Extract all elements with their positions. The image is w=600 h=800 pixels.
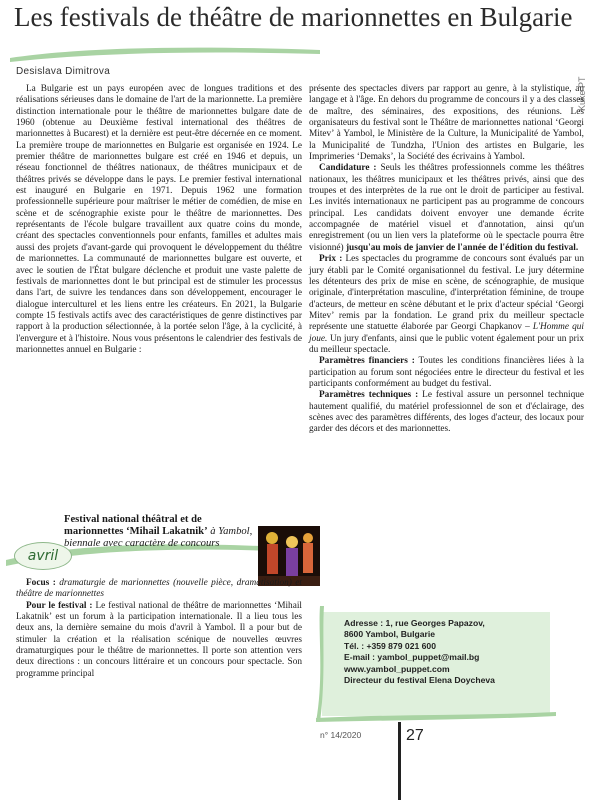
prix-text-1: Les spectacles du programme de concours sont évalués par un jury établi par le Comité organisationnel du festival. Le jury détermine les détenteurs des prix de mise en scène, de scénographie, de musique originale, d'interprétation masculine, d'interprétation féminine, de troupe d'acteurs, de metteur en scène débutant et le prix d'acteur spécial ‘Georgi Mitev’ remis par la fondation. Le grand prix du meilleur spectacle représente une statuette élaborée par Georgi Chapkanov – [309,254,584,333]
address-phone: Tél. : +359 879 021 600 [344,640,436,651]
magazine-logo: Kuke PT [577,76,587,112]
title-wave-decoration [10,42,320,66]
techniques-label: Paramètres techniques : [319,390,419,401]
right-column [309,84,584,436]
financiers-label: Paramètres financiers : [319,356,415,367]
issue-number: n° 14/2020 [320,730,362,740]
financiers-paragraph [309,356,584,390]
continuation-paragraph: présente des spectacles divers par rapport au genre, à la stylistique, au langage et à l'âge. En dehors du programme de concours il y a des classes de maître, des séminaires, des expositions, des réunions. Les organisateurs du festival sont le Théâtre de marionnettes national ‘Georgi Mitev’ à Yambol, le Ministère de la Culture, la Municipalité de Yambol, la Municipalité de Tundzha, l'Union des artistes en Bulgarie, les Imprimeries ‘Demaks’, la Société des écrivains à Yambol. [309,84,584,163]
intro-column [16,84,302,356]
festival-subtitle: à Yambol, biennale avec caractère de concours [64,526,253,549]
prix-paragraph [309,254,584,356]
article-title: Les festivals de théâtre de marionnettes en Bulgarie [14,2,573,32]
address-wave-decoration [316,606,556,722]
article-author: Desislava Dimitrova [16,66,111,77]
techniques-paragraph [309,390,584,435]
festival-details-column [16,578,302,680]
candidature-label: Candidature : [319,163,377,174]
focus-paragraph [16,578,302,601]
address-email[interactable]: E-mail : yambol_puppet@mail.bg [344,652,480,663]
festival-heading [64,514,256,550]
prix-label: Prix : [319,254,343,265]
pour-le-festival-text: Le festival national de théâtre de marionnettes ‘Mihail Lakatnik’ est un forum à la participation internationale. Il a lieu tous les deux ans, la dernière semaine du mois d'avril à Yambol. Il a pour but de stimuler la création et la réalisation scénique de nouvelles œuvres dramaturgiques pour le théâtre de marionnettes. Il porte son attention vers deux directions : un concours littéraire et un concours pour spectacle. Son programme principal [16,600,302,679]
festival-name: Festival national théâtral et de marionnettes ‘Mihail Lakatnik’ [64,514,208,537]
intro-paragraph: La Bulgarie est un pays européen avec de longues traditions et des réalisations sérieuses dans le domaine de l'art de la marionnette. La première distinction internationale pour le théâtre de marionnettes bulgare date de 1960 (obtenue au Deuxième festival international des théâtres de marionnettes à Bucarest) et la dernière est peut-être décernée en ce moment. La première troupe de marionnettes en Bulgarie est organisée en 1924. Le premier théâtre de marionnettes bulgare est créé en 1946 et depuis, un réseau fonctionnel de théâtres nationaux, de théâtres municipaux et de théâtres privés se développe dans le pays. Le premier festival international est inauguré en Bulgarie en 1971. Depuis 1962 une formation professionnelle supérieure pour maîtriser le métier de comédien, de mise en scène et de scénographie existe pour le théâtre de marionnettes. Des représentants de l'école bulgare travaillent aux quatre coins du monde, créant des spectacles conventionnels pour enfants, familles et adultes mais aussi des projets d'avant-garde qui provoquent le développement du théâtre de marionnettes. La communauté de marionnettes bulgare est ouverte, et avec le soutien de l'État bulgare déclenche et produit une vaste palette de festivals de marionnettes dont le but principal est de stimuler les processus dans l'art, de suivre les tendances dans son développement, encourager le dialogue interculturel et les liens entre les créateurs. En 2021, la Bulgarie compte 15 festivals actifs avec des caractéristiques de genre distinctives par rapport à la production sélectionnée, à la portée selon l'âge, à la cyclicité, à l'envergure et à l'histoire. Nous vous présentons le calendrier des festivals de marionnettes annuel en Bulgarie : [16,84,302,355]
prix-italic: L'Homme qui joue. [309,322,585,344]
address-director: Directeur du festival Elena Doycheva [344,675,495,686]
festival-photo [258,526,320,586]
address-street: Adresse : 1, rue Georges Papazov, [344,618,485,628]
page-number: 27 [406,727,424,744]
financiers-text: Toutes les conditions financières liées à la participation au forum sont négociées entre le directeur du festival et les participants conformément au budget du festival. [309,356,584,389]
techniques-text: Le festival assure un personnel technique hautement qualifié, du matériel professionnel de son et d'éclairage, des scènes avec des paramètres différents, des loges d'acteur, des locaux pour garder des décors et des marionnettes. [309,390,585,435]
pour-le-festival-label: Pour le festival : [26,600,93,611]
address-website[interactable]: www.yambol_puppet.com [344,663,450,674]
address-city: 8600 Yambol, Bulgarie [344,629,436,640]
focus-text: dramaturgie de marionnettes (nouvelle pièce, dramatisation) et théâtre de marionnettes [16,578,303,600]
pour-le-festival-paragraph [16,601,302,680]
month-badge: avril [14,542,72,570]
candidature-text: Seuls les théâtres professionnels comme les théâtres nationaux, les théâtres municipaux et les théâtres privés, ainsi que des troupes et des interprètes de la rue ont le droit de participer au festival. Les invités internationaux ne participent pas au programme de concours principal. Les candidats doivent envoyer une demande écrite accompagnée de matériel visuel et d'annotation, ainsi qu'un enregistrement (ou un lien vers la plateforme où le spectacle pourra être visionné) [309,163,584,253]
focus-label: Focus : [26,578,56,588]
prix-text-2: Un jury d'enfants, ainsi que le public votent également pour un prix du meilleur spectacle. [309,333,584,355]
candidature-deadline: jusqu'au mois de janvier de l'année de l'édition du festival. [345,242,579,253]
footer-divider [398,722,401,800]
candidature-paragraph [309,163,584,254]
